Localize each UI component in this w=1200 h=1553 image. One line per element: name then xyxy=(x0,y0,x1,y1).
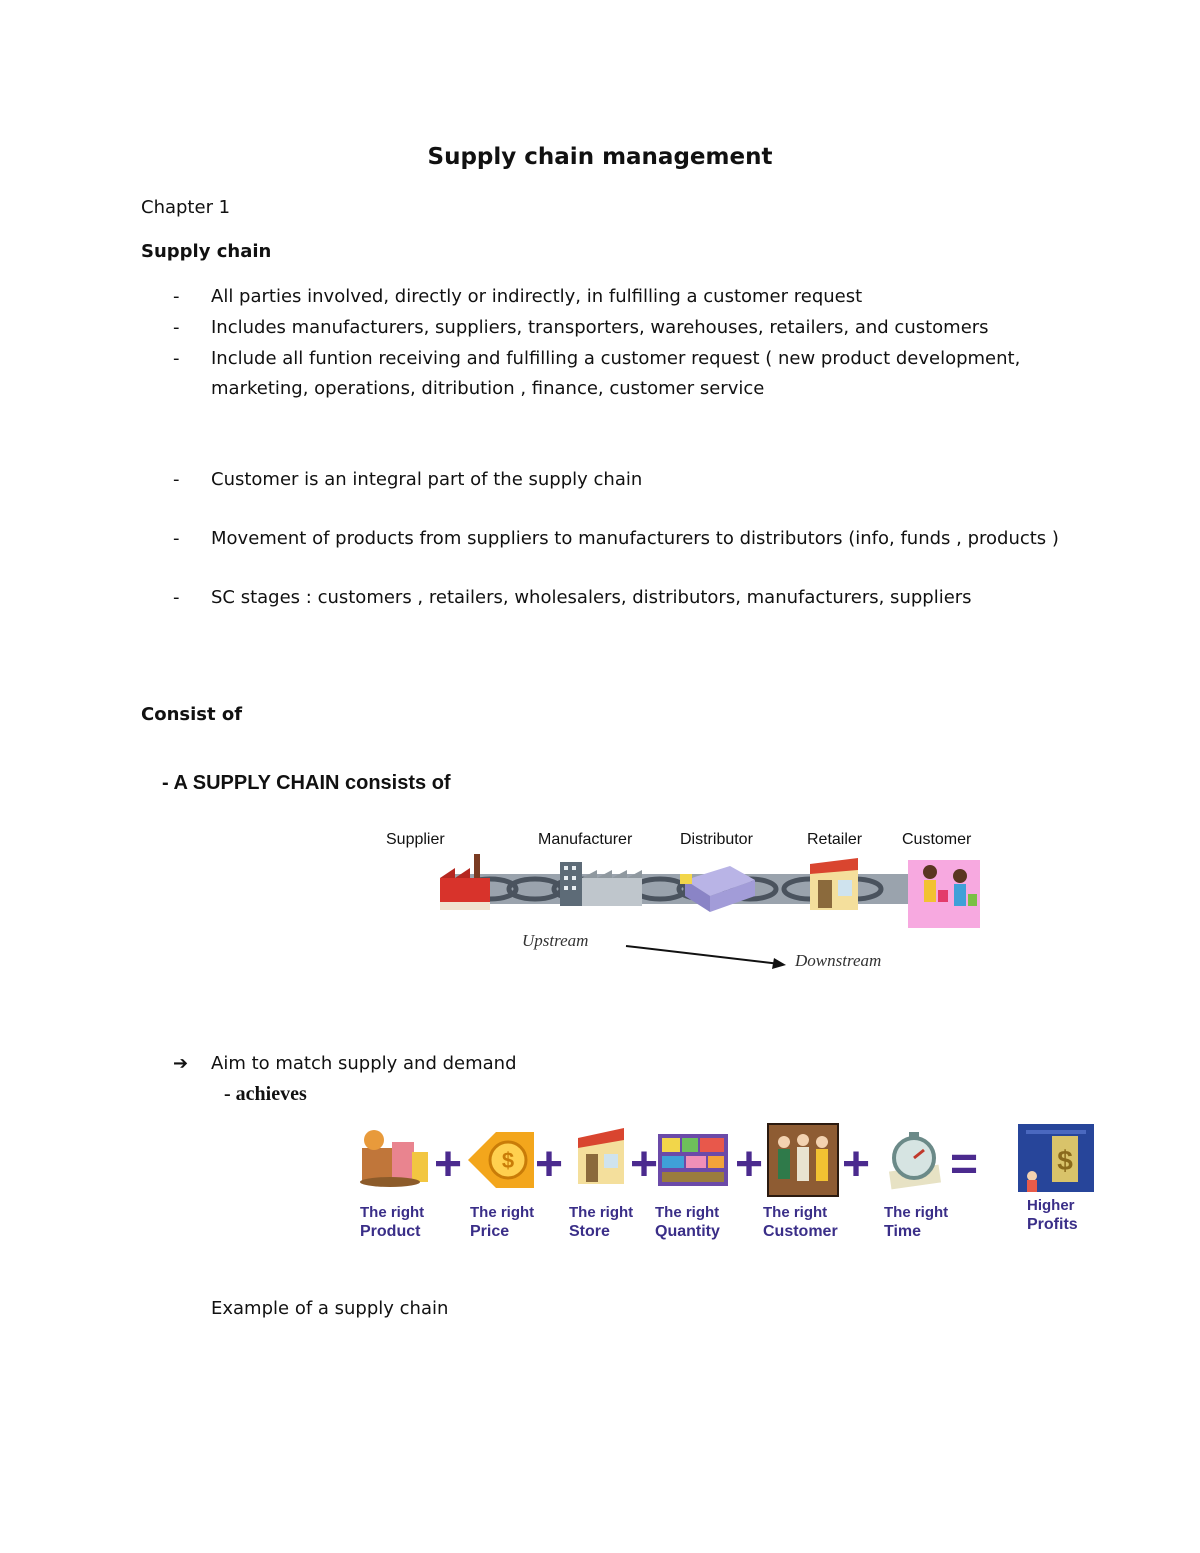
downstream-label: Downstream xyxy=(795,951,882,970)
dollar-tag-icon xyxy=(468,1132,534,1188)
plus-operator: + xyxy=(630,1138,659,1191)
bullet-marker: - xyxy=(173,286,180,307)
plus-operator: + xyxy=(735,1138,764,1191)
equation-item-label-quantity xyxy=(655,1203,720,1241)
bullet-text: Movement of products from suppliers to manufacturers to distributors (info, funds , products ) xyxy=(211,528,1059,549)
factory-icon xyxy=(440,854,490,910)
supply-chain-figure-heading: - A SUPPLY CHAIN consists of xyxy=(162,772,451,794)
bullet-text: SC stages : customers , retailers, wholesalers, distributors, manufacturers, suppliers xyxy=(211,587,972,608)
groceries-icon xyxy=(360,1130,428,1187)
equation-result-label-profits xyxy=(1027,1196,1078,1234)
stage-label-retailer: Retailer xyxy=(807,831,863,848)
aim-text: Aim to match supply and demand xyxy=(211,1053,517,1074)
label-line2: Store xyxy=(569,1223,610,1240)
equation-item-label-time xyxy=(884,1203,948,1241)
storefront-icon xyxy=(578,1128,624,1184)
example-text: Example of a supply chain xyxy=(211,1298,449,1319)
label-line2: Customer xyxy=(763,1223,838,1240)
bullet-text: Include all funtion receiving and fulfilling a customer request ( new product development, xyxy=(211,348,1021,369)
bullet-text: All parties involved, directly or indirectly, in fulfilling a customer request xyxy=(211,286,863,307)
plus-operator: + xyxy=(434,1138,463,1191)
equation-item-label-store xyxy=(569,1203,633,1241)
label-line2: Profits xyxy=(1027,1216,1078,1233)
section-heading-supply-chain: Supply chain xyxy=(141,241,272,262)
supply-chain-illustration xyxy=(430,850,990,935)
bullet-marker: - xyxy=(173,587,180,608)
label-line1: The right xyxy=(360,1204,425,1221)
stage-label-manufacturer: Manufacturer xyxy=(538,831,633,848)
stage-label-customer: Customer xyxy=(902,831,972,848)
right-things-equation-illustration xyxy=(356,1122,1098,1197)
page-title: Supply chain management xyxy=(427,144,773,170)
upstream-label: Upstream xyxy=(522,931,589,950)
retailer-store-icon xyxy=(810,858,858,910)
label-line1: Higher xyxy=(1027,1197,1075,1214)
stage-label-supplier: Supplier xyxy=(386,831,445,848)
plus-operator: + xyxy=(842,1138,871,1191)
people-icon xyxy=(768,1124,838,1196)
label-line1: The right xyxy=(655,1204,720,1221)
bullet-marker: - xyxy=(173,469,180,490)
stage-label-distributor: Distributor xyxy=(680,831,753,848)
flow-arrow-icon xyxy=(620,938,795,972)
distributor-icon xyxy=(680,866,755,912)
equals-operator: = xyxy=(950,1138,979,1191)
section-heading-consist-of: Consist of xyxy=(141,704,243,725)
label-line1: The right xyxy=(569,1204,634,1221)
bullet-text: Customer is an integral part of the supply chain xyxy=(211,469,643,490)
money-icon xyxy=(1018,1124,1094,1192)
stopwatch-icon xyxy=(889,1132,941,1189)
svg-text:$: $ xyxy=(501,1148,515,1173)
bullet-marker: - xyxy=(173,317,180,338)
arrow-bullet-icon: ➔ xyxy=(173,1053,189,1074)
label-line1: The right xyxy=(470,1204,535,1221)
label-line2: Quantity xyxy=(655,1223,720,1240)
label-line1: The right xyxy=(884,1204,949,1221)
shelves-icon xyxy=(658,1134,728,1186)
bullet-marker: - xyxy=(173,528,180,549)
label-line2: Time xyxy=(884,1223,922,1240)
label-line2: Price xyxy=(470,1223,510,1240)
achieves-label: - achieves xyxy=(224,1083,307,1105)
manufacturer-buildings-icon xyxy=(560,862,642,906)
bullet-text: Includes manufacturers, suppliers, transporters, warehouses, retailers, and customers xyxy=(211,317,989,338)
bullet-text-continued: marketing, operations, ditribution , finance, customer service xyxy=(211,378,765,399)
equation-item-label-product xyxy=(360,1203,424,1241)
label-line2: Product xyxy=(360,1223,421,1240)
chapter-label: Chapter 1 xyxy=(141,197,231,218)
bullet-marker: - xyxy=(173,348,180,369)
label-line1: The right xyxy=(763,1204,828,1221)
equation-item-label-price xyxy=(470,1203,534,1241)
customer-shoppers-icon xyxy=(908,860,980,928)
equation-item-label-customer xyxy=(763,1203,838,1241)
plus-operator: + xyxy=(535,1138,564,1191)
svg-text:$: $ xyxy=(1057,1145,1073,1176)
